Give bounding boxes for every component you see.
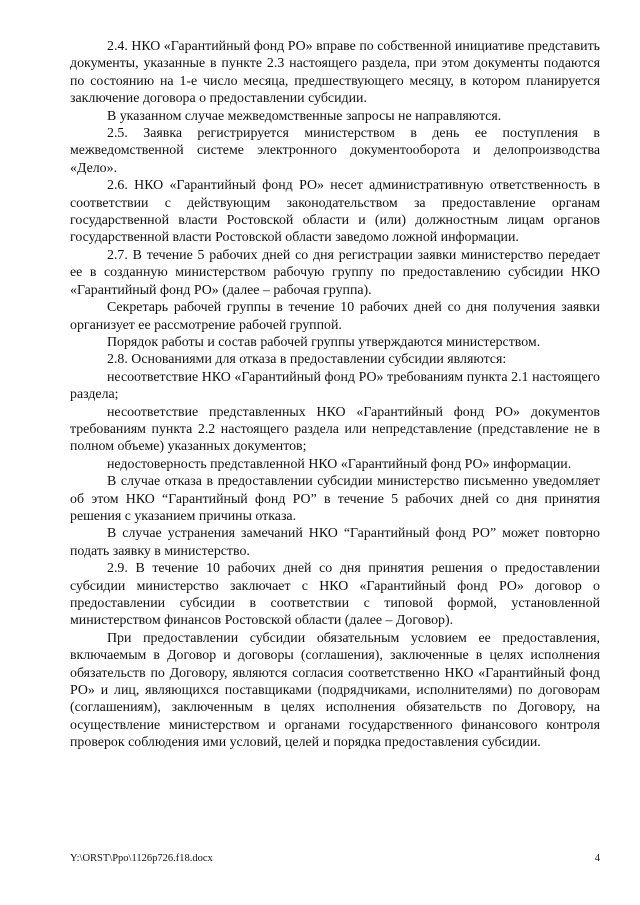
paragraph-mandatory-condition: При предоставлении субсидии обязательным условием ее предоставления, включаемым в Договор и договоры (соглашения), заключенные в целях исполнения обязательств по Договору, являются согласия соответственно НКО «Гарантийный фонд РО» и лиц, являющихся поставщиками (подрядчиками, исполнителями) по договорам (соглашениям), заключенным в целях исполнения обязательств по Договору, на осуществление министерством и органами государственного финансового контроля проверок соблюдения ими условий, целей и порядка предоставления субсидии. (70, 630, 600, 751)
list-item-refusal-2: несоответствие представленных НКО «Гарантийный фонд РО» документов требованиям пункта 2.2 настоящего раздела или непредставление (представление не в полном объеме) указанных документов; (70, 404, 600, 455)
page-number: 4 (594, 853, 600, 864)
footer-file-path: Y:\ORST\Ppo\1126p726.f18.docx (70, 853, 213, 864)
paragraph-no-interagency-requests: В указанном случае межведомственные запросы не направляются. (107, 108, 502, 124)
paragraph-refusal-notice: В случае отказа в предоставлении субсидии министерство письменно уведомляет об этом НКО “Гарантийный фонд РО” в течение 5 рабочих дней со дня принятия решения с указанием причины отказа. (70, 474, 600, 524)
paragraph-2-4: 2.4. НКО «Гарантийный фонд РО» вправе по собственной инициативе представить документы, указанные в пункте 2.3 настоящего раздела, при этом документы подаются по состоянию на 1-е число месяца, предшествующего месяцу, в котором планируется заключение договора о предоставлении субсидии. (70, 39, 600, 107)
paragraph-2-6: 2.6. НКО «Гарантийный фонд РО» несет административную ответственность в соответствии с действующим законодательством за предоставление органам государственной власти Ростовской области и (или) должностным лицам органов государственной власти Ростовской области заведомо ложной информации. (70, 178, 600, 246)
list-item-refusal-3: недостоверность представленной НКО «Гарантийный фонд РО» информации. (107, 456, 572, 472)
paragraph-resubmission: В случае устранения замечаний НКО “Гарантийный фонд РО” может повторно подать заявку в министерство. (70, 526, 600, 559)
paragraph-2-8: 2.8. Основаниями для отказа в предоставлении субсидии являются: (107, 352, 507, 368)
paragraph-2-7: 2.7. В течение 5 рабочих дней со дня регистрации заявки министерство передает ее в созданную министерством рабочую группу по предоставлению субсидии НКО «Гарантийный фонд РО» (далее – рабочая группа). (70, 247, 600, 298)
paragraph-working-group-procedure: Порядок работы и состав рабочей группы утверждаются министерством. (107, 334, 541, 350)
paragraph-working-group-secretary: Секретарь рабочей группы в течение 10 рабочих дней со дня получения заявки организует ее рассмотрение рабочей группой. (70, 300, 600, 333)
document-body (70, 38, 600, 752)
paragraph-2-5: 2.5. Заявка регистрируется министерством в день ее поступления в межведомственной системе электронного документооборота и делопроизводства «Дело». (70, 126, 600, 176)
paragraph-2-9: 2.9. В течение 10 рабочих дней со дня принятия решения о предоставлении субсидии министерство заключает с НКО «Гарантийный фонд РО» договор о предоставлении субсидии в соответствии с типовой формой, установленной министерством финансов Ростовской области (далее – Договор). (70, 561, 600, 629)
list-item-refusal-1: несоответствие НКО «Гарантийный фонд РО» требованиям пункта 2.1 настоящего раздела; (70, 369, 600, 403)
